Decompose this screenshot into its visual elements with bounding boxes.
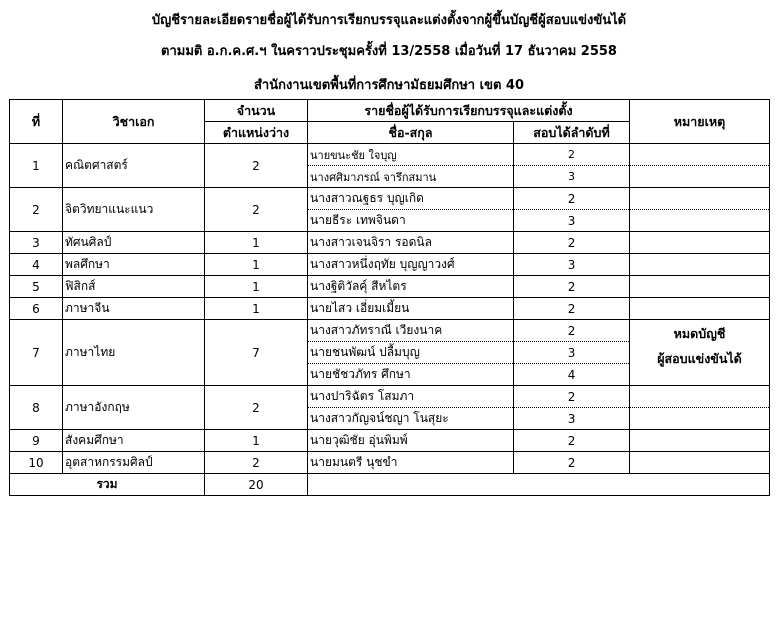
person-rank: 2 xyxy=(514,276,630,298)
row-vacancy: 1 xyxy=(205,254,308,276)
row-subject: ภาษาจีน xyxy=(63,298,205,320)
row-remark xyxy=(630,188,770,210)
row-subject: ภาษาไทย xyxy=(63,320,205,386)
person-name: นายธีระ เทพจินดา xyxy=(308,210,514,232)
person-rank: 3 xyxy=(514,342,630,364)
row-vacancy: 1 xyxy=(205,276,308,298)
row-subject: จิตวิทยาแนะแนว xyxy=(63,188,205,232)
row-vacancy: 1 xyxy=(205,430,308,452)
row-no: 6 xyxy=(10,298,63,320)
total-value: 20 xyxy=(205,474,308,496)
person-rank: 3 xyxy=(514,408,630,430)
table-row xyxy=(10,232,770,254)
row-subject: อุตสาหกรรมศิลป์ xyxy=(63,452,205,474)
person-rank: 2 xyxy=(514,320,630,342)
person-rank: 3 xyxy=(514,210,630,232)
document-title: บัญชีรายละเอียดรายชื่อผู้ได้รับการเรียกบรรจุและแต่งตั้งจากผู้ขึ้นบัญชีผู้สอบแข่งขันได้ xyxy=(151,13,627,28)
person-name: นายวุฒิชัย อุ่นพิมพ์ xyxy=(308,430,514,452)
row-remark xyxy=(630,320,770,386)
row-remark xyxy=(630,298,770,320)
row-remark xyxy=(630,166,770,188)
row-no: 2 xyxy=(10,188,63,232)
person-rank: 2 xyxy=(514,232,630,254)
person-name: นางศศิมาภรณ์ จารึกสมาน xyxy=(308,166,514,188)
person-name: นางสาวเจนจิรา รอดนิล xyxy=(308,232,514,254)
row-vacancy: 1 xyxy=(205,298,308,320)
table-row xyxy=(10,430,770,452)
row-vacancy: 2 xyxy=(205,452,308,474)
table-row xyxy=(10,320,770,342)
row-subject: ทัศนศิลป์ xyxy=(63,232,205,254)
person-name: นางปาริฉัตร โสมภา xyxy=(308,386,514,408)
remark-line-1: หมดบัญชี xyxy=(673,326,726,341)
appointment-table xyxy=(9,99,770,496)
row-no: 5 xyxy=(10,276,63,298)
person-name: นางสาวณฐธร บุญเกิด xyxy=(308,188,514,210)
col-header-no: ที่ xyxy=(10,100,63,144)
row-no: 8 xyxy=(10,386,63,430)
person-rank: 2 xyxy=(514,386,630,408)
row-no: 3 xyxy=(10,232,63,254)
person-rank: 4 xyxy=(514,364,630,386)
col-header-name: ชื่อ-สกุล xyxy=(308,122,514,144)
row-no: 1 xyxy=(10,144,63,188)
row-no: 9 xyxy=(10,430,63,452)
row-no: 10 xyxy=(10,452,63,474)
total-blank xyxy=(308,474,770,496)
person-name: นายขนะชัย ใจบุญ xyxy=(308,144,514,166)
table-row xyxy=(10,276,770,298)
person-name: นางฐิติวัลคุ์ สีหไตร xyxy=(308,276,514,298)
person-rank: 2 xyxy=(514,452,630,474)
table-row xyxy=(10,254,770,276)
remark-line-2: ผู้สอบแข่งขันได้ xyxy=(657,351,742,366)
row-vacancy: 2 xyxy=(205,386,308,430)
person-name: นางสาวหนึ่งฤทัย บุญญาวงศ์ xyxy=(308,254,514,276)
table-row xyxy=(10,144,770,166)
row-remark xyxy=(630,452,770,474)
row-vacancy: 7 xyxy=(205,320,308,386)
person-rank: 2 xyxy=(514,144,630,166)
col-header-vacancy-bottom: ตำแหน่งว่าง xyxy=(205,122,308,144)
person-name: นายมนตรี นุชขำ xyxy=(308,452,514,474)
col-header-remark: หมายเหตุ xyxy=(630,100,770,144)
row-subject: ภาษาอังกฤษ xyxy=(63,386,205,430)
person-rank: 3 xyxy=(514,166,630,188)
table-row xyxy=(10,298,770,320)
row-remark xyxy=(630,232,770,254)
row-subject: คณิตศาสตร์ xyxy=(63,144,205,188)
person-rank: 2 xyxy=(514,298,630,320)
person-name: นางสาวภัทราณี เวียงนาค xyxy=(308,320,514,342)
row-remark xyxy=(630,254,770,276)
row-remark xyxy=(630,144,770,166)
table-row xyxy=(10,188,770,210)
person-rank: 2 xyxy=(514,188,630,210)
col-header-subject: วิชาเอก xyxy=(63,100,205,144)
total-label: รวม xyxy=(10,474,205,496)
col-header-appointed: รายชื่อผู้ได้รับการเรียกบรรจุและแต่งตั้ง xyxy=(308,100,630,122)
person-name: นายชัชวภัทร ศึกษา xyxy=(308,364,514,386)
table-row xyxy=(10,386,770,408)
person-rank: 3 xyxy=(514,254,630,276)
row-remark xyxy=(630,210,770,232)
resolution-line: ตามมติ อ.ก.ค.ศ.ฯ ในคราวประชุมครั้งที่ 13/2558 เมื่อวันที่ 17 ธันวาคม 2558 xyxy=(161,44,617,59)
row-vacancy: 2 xyxy=(205,188,308,232)
office-line: สำนักงานเขตพื้นที่การศึกษามัธยมศึกษา เขต 40 xyxy=(253,78,525,93)
person-name: นายไสว เอี่ยมเมี้ยน xyxy=(308,298,514,320)
row-no: 7 xyxy=(10,320,63,386)
row-subject: สังคมศึกษา xyxy=(63,430,205,452)
row-no: 4 xyxy=(10,254,63,276)
row-remark xyxy=(630,276,770,298)
row-vacancy: 2 xyxy=(205,144,308,188)
row-remark xyxy=(630,386,770,408)
person-name: นางสาวกัญจน์ชญา โนสุยะ xyxy=(308,408,514,430)
row-remark xyxy=(630,408,770,430)
row-subject: ฟิสิกส์ xyxy=(63,276,205,298)
row-vacancy: 1 xyxy=(205,232,308,254)
person-name: นายชนพัฒน์ ปลื้มบุญ xyxy=(308,342,514,364)
table-row xyxy=(10,452,770,474)
total-row xyxy=(10,474,770,496)
col-header-rank: สอบได้ลำดับที่ xyxy=(514,122,630,144)
person-rank: 2 xyxy=(514,430,630,452)
row-subject: พลศึกษา xyxy=(63,254,205,276)
row-remark xyxy=(630,430,770,452)
col-header-vacancy-top: จำนวน xyxy=(205,100,308,122)
